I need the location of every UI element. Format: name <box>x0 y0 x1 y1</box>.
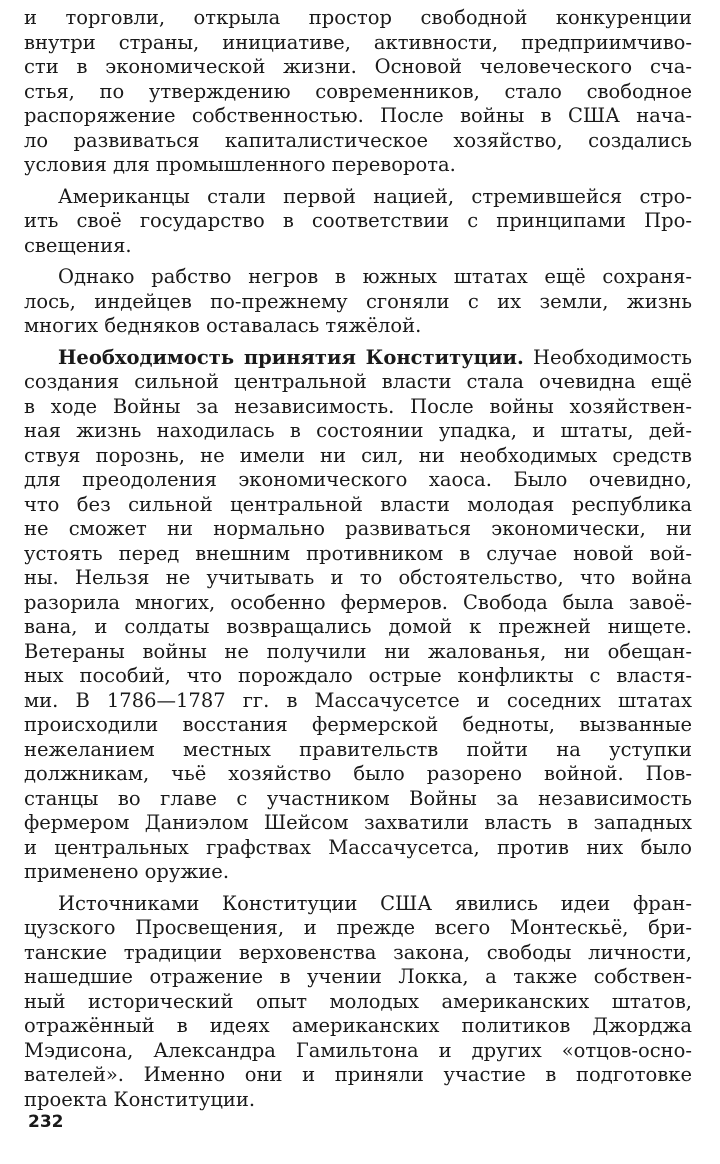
text-line: ло развиваться капиталистическое хозяйство, создались <box>24 128 692 152</box>
text-line: применено оружие. <box>24 860 230 883</box>
text-line: ствуя порознь, не имели ни сил, ни необходимых средств <box>24 443 692 467</box>
page-text <box>24 6 692 1119</box>
text-line: сти в экономической жизни. Основой человеческого сча- <box>24 55 692 78</box>
text-line: ить своё государство в соответствии с принципами Про- <box>24 209 692 232</box>
text-line: ны. Нельзя не учитывать и то обстоятельство, что война <box>24 566 692 589</box>
text-line: цузского Просвещения, и прежде всего Монтескьё, бри- <box>24 916 692 939</box>
text-line: свещения. <box>24 233 132 257</box>
text-line: Однако рабство негров в южных штатах ещё сохраня- <box>58 265 692 288</box>
text-line: не сможет ни нормально развиваться экономически, ни <box>24 517 692 540</box>
text-line: условия для промышленного переворота. <box>24 153 456 176</box>
text-line: ми. В 1786—1787 гг. в Массачусетсе и соседних штатах <box>24 688 692 712</box>
text-line: и торговли, открыла простор свободной конкуренции <box>24 6 692 29</box>
text-line: распоряжение собственностью. После войны в США нача- <box>24 104 692 127</box>
text-line: вателей». Именно они и приняли участие в подготовке <box>24 1063 692 1086</box>
text-line: Ветераны войны не получили ни жалованья, ни обещан- <box>24 639 692 663</box>
text-line: отражённый в идеях американских политиков Джорджа <box>24 1014 692 1037</box>
text-line: Источниками Конституции США явились идеи фран- <box>58 891 692 915</box>
text-line: нежеланием местных правительств пойти на уступки <box>24 737 692 761</box>
paragraph-4 <box>24 346 692 885</box>
text-line: нашедшие отражение в учении Локка, а также собствен- <box>24 965 692 988</box>
text-line: проекта Конституции. <box>24 1087 256 1111</box>
paragraph-5 <box>24 892 692 1113</box>
paragraph-2 <box>24 185 692 259</box>
text-line: что без сильной центральной власти молодая республика <box>24 492 692 516</box>
text-line: ная жизнь находилась в состоянии упадка, и штаты, дей- <box>24 419 692 442</box>
text-line: вана, и солдаты возвращались домой к прежней нищете. <box>24 615 692 638</box>
text-line: разорила многих, особенно фермеров. Свобода была завоё- <box>24 590 692 614</box>
text-line: лось, индейцев по-прежнему сгоняли с их земли, жизнь <box>24 289 692 313</box>
text-line: внутри страны, инициативе, активности, предприимчиво- <box>24 30 692 54</box>
text-line: танские традиции верховенства закона, свободы личности, <box>24 940 692 964</box>
paragraph-1 <box>24 6 692 178</box>
text-line: для преодоления экономического хаоса. Было очевидно, <box>24 468 692 491</box>
text-line: многих бедняков оставалась тяжёлой. <box>24 314 422 337</box>
text-line: происходили восстания фермерской бедноты, вызванные <box>24 713 692 736</box>
section-heading: Необходимость принятия Конституции. <box>58 345 524 369</box>
text-line: в ходе Войны за независимость. После войны хозяйствен- <box>24 394 692 418</box>
heading-line-rest: Необходимость <box>523 345 692 369</box>
text-line: Американцы стали первой нацией, стремившейся стро- <box>58 184 692 208</box>
page-number: 232 <box>28 1112 64 1132</box>
text-line: фермером Даниэлом Шейсом захватили власть в западных <box>24 811 692 834</box>
text-line: стья, по утверждению современников, стало свободное <box>24 79 692 103</box>
text-line: создания сильной центральной власти стала очевидна ещё <box>24 370 692 393</box>
paragraph-3 <box>24 265 692 339</box>
text-line: ный исторический опыт молодых американских штатов, <box>24 989 692 1013</box>
text-line: Мэдисона, Александра Гамильтона и других «отцов-осно- <box>24 1038 692 1062</box>
text-line: и центральных графствах Массачусетса, против них было <box>24 835 692 859</box>
text-line: ных пособий, что порождало острые конфликты с властя- <box>24 664 692 687</box>
text-line <box>24 346 692 371</box>
text-line: должникам, чьё хозяйство было разорено войной. Пов- <box>24 762 692 785</box>
text-line: устоять перед внешним противником в случае новой вой- <box>24 541 692 565</box>
text-line: станцы во главе с участником Войны за независимость <box>24 786 692 810</box>
